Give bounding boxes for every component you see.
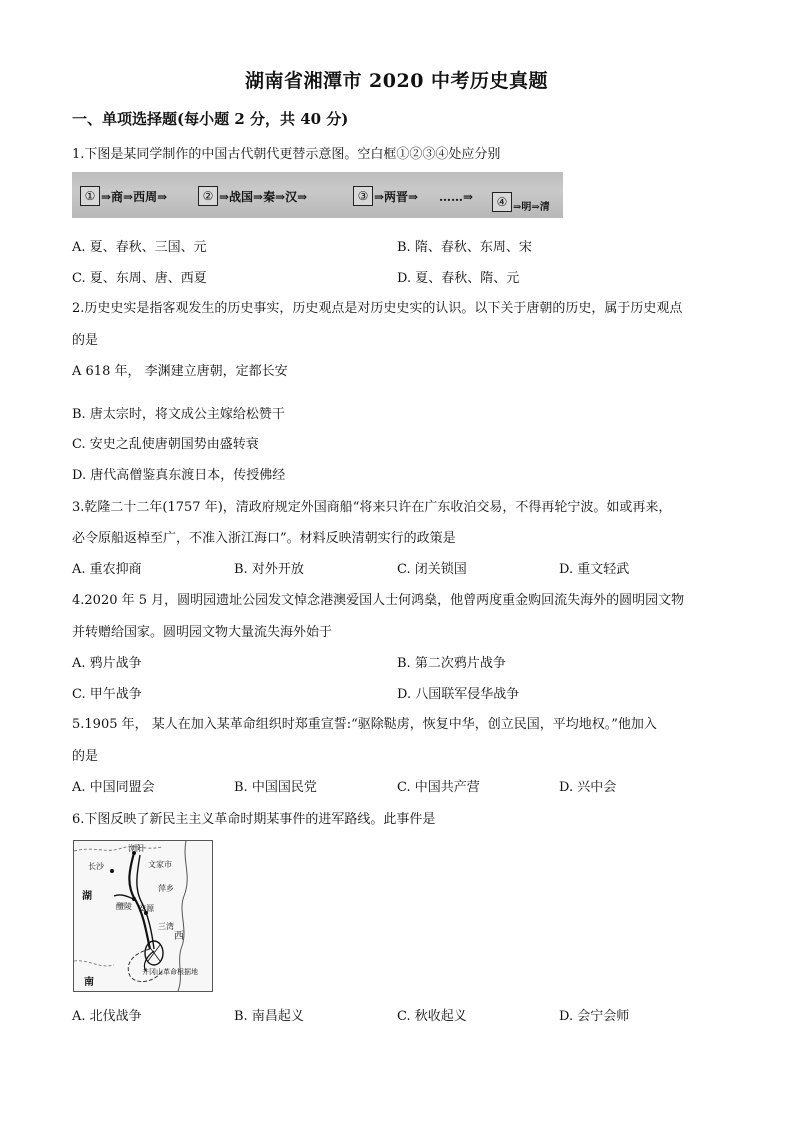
chain-text-3: ⇒两晋⇒: [374, 190, 419, 204]
q1-option-d: D. 夏、春秋、隋、元: [397, 271, 520, 286]
q2-option-d: D. 唐代高僧鉴真东渡日本，传授佛经: [72, 468, 286, 483]
question-5-stem-line2: 的是: [72, 749, 99, 764]
q2-option-b: B. 唐太宗时，将文成公主嫁给松赞干: [72, 407, 285, 422]
q2-option-a: A 618 年， 李渊建立唐朝，定都长安: [72, 364, 288, 379]
q5-option-b: B. 中国国民党: [234, 780, 317, 795]
question-2-stem-line2: 的是: [72, 333, 99, 348]
q2-option-c: C. 安史之乱使唐朝国势由盛转衰: [72, 437, 259, 452]
q3-option-d: D. 重文轻武: [559, 562, 630, 577]
question-4-stem-line1: 4.2020 年 5 月，圆明园遗址公园发文悼念港澳爱国人士何鸿燊，他曾两度重金购回流失海外的圆明园文物: [72, 593, 685, 608]
q4-option-a: A. 鸦片战争: [72, 656, 142, 671]
map-label-pingxiang: 萍乡: [158, 884, 174, 893]
q6-option-b: B. 南昌起义: [234, 1009, 304, 1024]
q3-option-c: C. 闭关锁国: [397, 562, 467, 577]
map-label-xi: 西: [174, 931, 184, 942]
q5-option-c: C. 中国共产营: [397, 780, 480, 795]
q5-option-a: A. 中国同盟会: [72, 780, 155, 795]
q4-option-d: D. 八国联军侵华战争: [397, 687, 520, 702]
q4-option-b: B. 第二次鸦片战争: [397, 656, 506, 671]
map-label-hu: 湖: [82, 891, 92, 902]
q6-option-d: D. 会宁会师: [559, 1009, 630, 1024]
question-5-stem-line1: 5.1905 年， 某人在加入某革命组织时郑重宣誓:“驱除鞑虏，恢复中华，创立民国，平均地权。”他加入: [72, 717, 657, 732]
dynasty-chain-figure: [72, 172, 563, 218]
question-3-stem-line1: 3.乾隆二十二年(1757 年)，清政府规定外国商船“将来只许在广东收泊交易，不得再轮宁波。如或再来，: [72, 500, 672, 515]
chain-box-4: ④: [492, 192, 512, 212]
chain-text-2: ⇒战国⇒秦⇒汉⇒: [219, 190, 308, 204]
chain-text-4: ⇒明⇒清: [513, 202, 550, 213]
map-label-anyuan: 安源: [138, 904, 154, 913]
map-label-liuyang: 浏阳: [128, 844, 144, 853]
chain-text-1: ⇒商⇒西周⇒: [101, 190, 168, 204]
q4-option-c: C. 甲午战争: [72, 687, 142, 702]
map-label-sanwan: 三湾: [158, 922, 174, 931]
question-1-stem: 1.下图是某同学制作的中国古代朝代更替示意图。空白框①②③④处应分别: [72, 147, 501, 162]
question-4-stem-line2: 并转赠给国家。圆明园文物大量流失海外始于: [72, 625, 333, 640]
page-title: 湖南省湘潭市 2020 中考历史真题: [244, 70, 549, 92]
question-3-stem-line2: 必令原船返棹至广，不准入浙江海口”。材料反映清朝实行的政策是: [72, 531, 456, 546]
q1-option-b: B. 隋、春秋、东周、宋: [397, 240, 532, 255]
question-2-stem-line1: 2.历史史实是指客观发生的历史事实，历史观点是对历史史实的认识。以下关于唐朝的历史，属于历史观点: [72, 301, 683, 316]
map-label-liling: 醴陵: [116, 902, 132, 911]
chain-box-2: ②: [198, 186, 218, 206]
route-map-figure: [73, 840, 213, 992]
map-label-wenjiashi: 文家市: [148, 860, 172, 869]
map-label-changsha: 长沙: [88, 862, 104, 871]
q6-option-c: C. 秋收起义: [397, 1009, 467, 1024]
map-label-nan: 南: [84, 977, 94, 988]
q1-option-c: C. 夏、东周、唐、西夏: [72, 271, 207, 286]
q1-option-a: A. 夏、春秋、三国、元: [72, 240, 207, 255]
q3-option-a: A. 重农抑商: [72, 562, 142, 577]
chain-box-3: ③: [353, 186, 373, 206]
question-6-stem: 6.下图反映了新民主主义革命时期某事件的进军路线。此事件是: [72, 812, 436, 827]
q5-option-d: D. 兴中会: [559, 780, 617, 795]
section-heading: 一、单项选择题(每小题 2 分，共 40 分): [72, 110, 349, 128]
chain-box-1: ①: [80, 186, 100, 206]
q3-option-b: B. 对外开放: [234, 562, 304, 577]
q6-option-a: A. 北伐战争: [72, 1009, 142, 1024]
chain-dots: ……⇒: [439, 190, 474, 204]
map-label-jinggangshan: 井冈山革命根据地: [142, 968, 198, 976]
